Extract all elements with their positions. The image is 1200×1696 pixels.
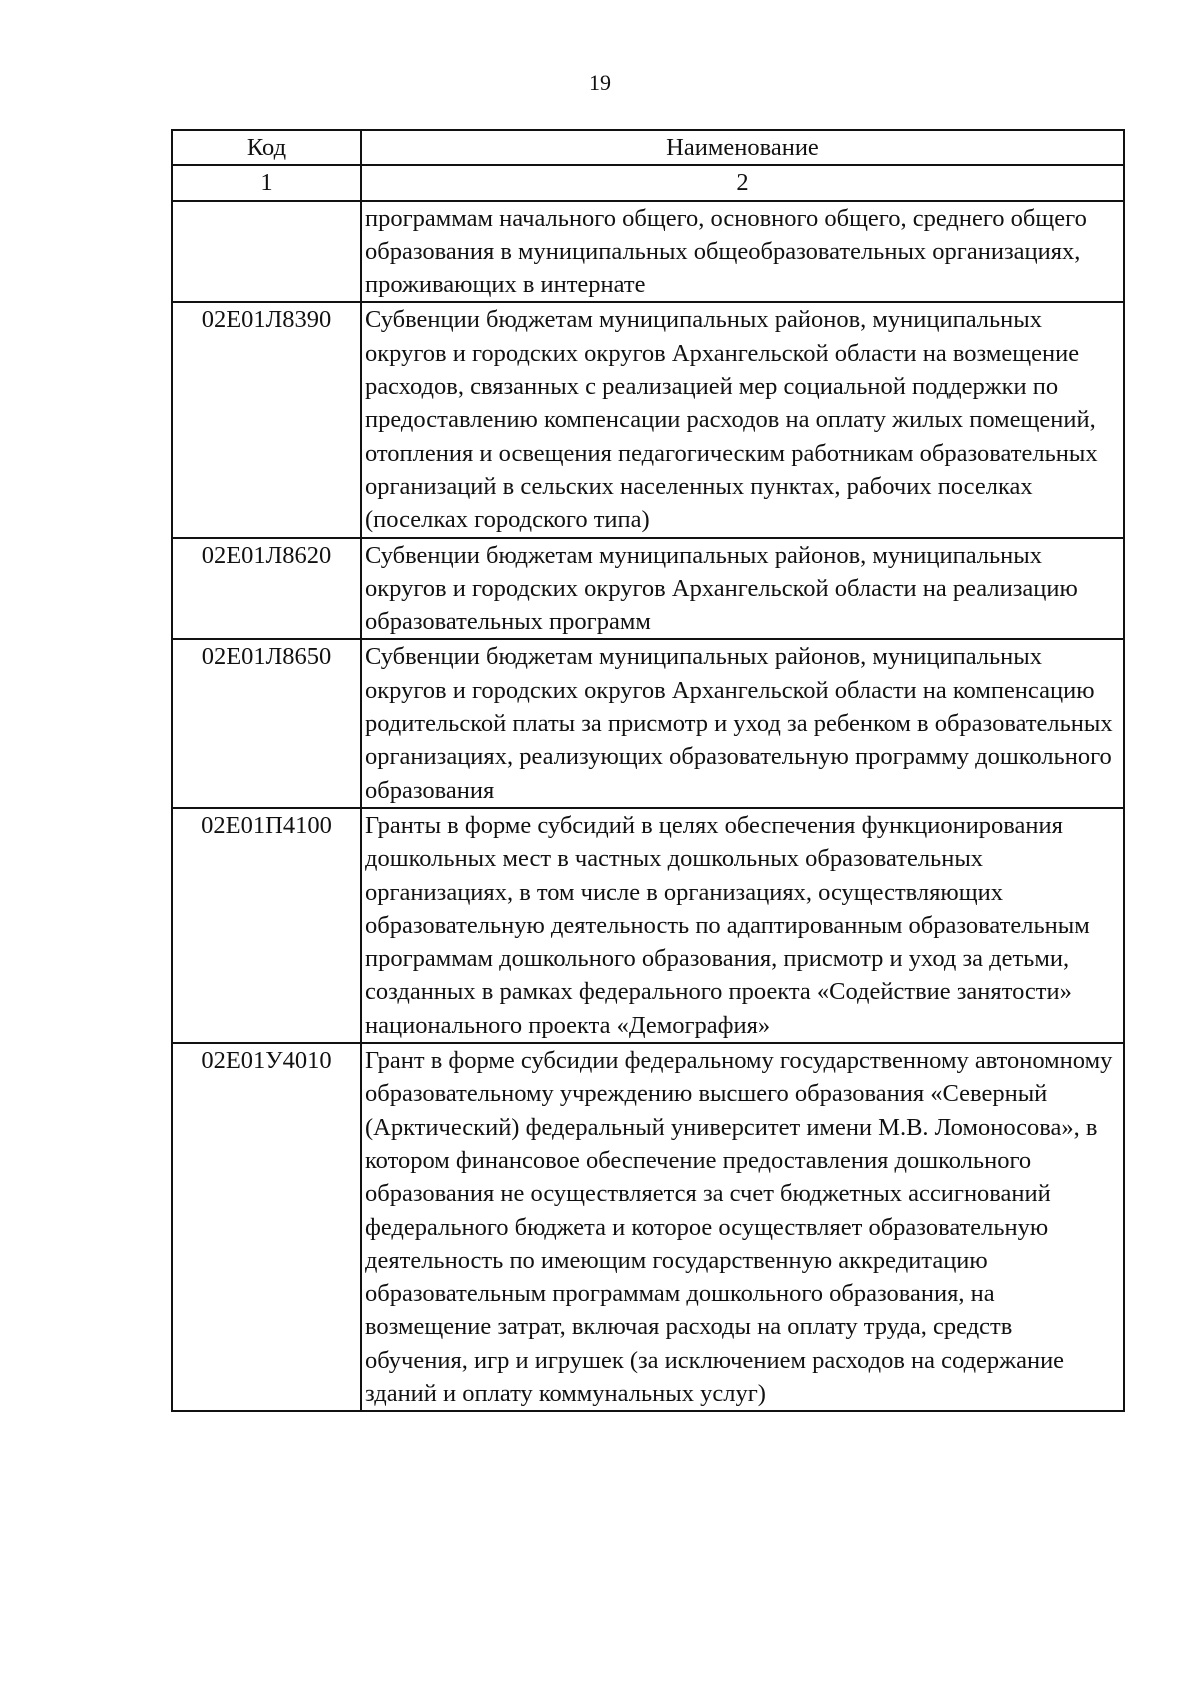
row-name: программам начального общего, основного общего, среднего общего образования в муниципальных общеобразовательных организациях, проживающих в интернате [361, 201, 1124, 303]
column-number-name: 2 [361, 165, 1124, 200]
row-name: Грант в форме субсидии федеральному государственному автономному образовательному учреждению высшего образования «Северный (Арктический) федеральный университет имени М.В. Ломоносова», в котором финансовое обеспечение предоставления дошкольного образования не осуществляется за счет бюджетных ассигнований федерального бюджета и которое осуществляет образовательную деятельность по имеющим государственную аккредитацию образовательным программам дошкольного образования, на возмещение затрат, включая расходы на оплату труда, средств обучения, игр и игрушек (за исключением расходов на содержание зданий и оплату коммунальных услуг) [361, 1043, 1124, 1411]
row-name: Субвенции бюджетам муниципальных районов, муниципальных округов и городских округов Архангельской области на компенсацию родительской платы за присмотр и уход за ребенком в образовательных организациях, реализующих образовательную программу дошкольного образования [361, 639, 1124, 807]
budget-code-table [171, 129, 1125, 1412]
column-number-row [172, 165, 1124, 200]
table-row [172, 808, 1124, 1043]
row-name: Гранты в форме субсидий в целях обеспечения функционирования дошкольных мест в частных дошкольных образовательных организациях, в том числе в организациях, осуществляющих образовательную деятельность по адаптированным образовательным программам дошкольного образования, присмотр и уход за детьми, созданных в рамках федерального проекта «Содействие занятости» национального проекта «Демография» [361, 808, 1124, 1043]
table-row [172, 1043, 1124, 1411]
header-name: Наименование [361, 130, 1124, 165]
table-header-row [172, 130, 1124, 165]
table-row [172, 201, 1124, 303]
row-name: Субвенции бюджетам муниципальных районов, муниципальных округов и городских округов Архангельской области на возмещение расходов, связанных с реализацией мер социальной поддержки по предоставлению компенсации расходов на оплату жилых помещений, отопления и освещения педагогическим работникам образовательных организаций в сельских населенных пунктах, рабочих поселках (поселках городского типа) [361, 302, 1124, 537]
column-number-code: 1 [172, 165, 361, 200]
table-row [172, 639, 1124, 807]
row-code: 02Е01У4010 [172, 1043, 361, 1411]
row-code: 02Е01Л8650 [172, 639, 361, 807]
row-code: 02Е01Л8390 [172, 302, 361, 537]
header-code: Код [172, 130, 361, 165]
table-row [172, 538, 1124, 640]
table-row [172, 302, 1124, 537]
row-code: 02Е01П4100 [172, 808, 361, 1043]
row-name: Субвенции бюджетам муниципальных районов, муниципальных округов и городских округов Архангельской области на реализацию образовательных программ [361, 538, 1124, 640]
row-code: 02Е01Л8620 [172, 538, 361, 640]
row-code [172, 201, 361, 303]
page-number: 19 [589, 70, 611, 95]
